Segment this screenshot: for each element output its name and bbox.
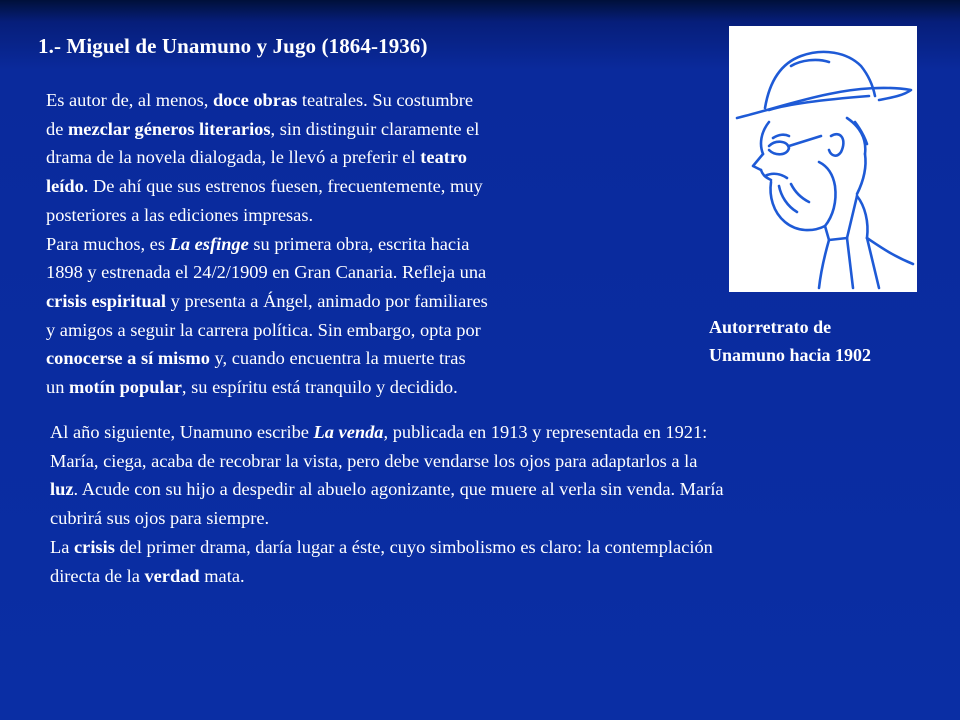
text-line: y amigos a seguir la carrera política. Sin embargo, opta por (46, 319, 481, 340)
self-portrait-image (729, 26, 917, 292)
text-line: posteriores a las ediciones impresas. (46, 204, 314, 225)
text-line: un motín popular, su espíritu está tranquilo y decidido. (46, 377, 458, 398)
text-line: cubrirá sus ojos para siempre. (50, 508, 270, 529)
text-line: directa de la verdad mata. (50, 565, 245, 586)
text-line: María, ciega, acaba de recobrar la vista, pero debe vendarse los ojos para adaptarlos a la (50, 450, 698, 471)
paragraph-venda (50, 418, 900, 590)
text-line: Al año siguiente, Unamuno escribe La venda, publicada en 1913 y representada en 1921: (50, 422, 708, 442)
text-line: Para muchos, es La esfinge su primera obra, escrita hacia (46, 233, 470, 254)
caption-line: Unamuno hacia 1902 (709, 345, 872, 365)
text-line: de mezclar géneros literarios, sin distinguir claramente el (46, 118, 480, 139)
text-line: leído. De ahí que sus estrenos fuesen, frecuentemente, muy (46, 176, 483, 197)
text-line: crisis espiritual y presenta a Ángel, animado por familiares (46, 290, 488, 311)
text-line: luz. Acude con su hijo a despedir al abuelo agonizante, que muere al verla sin venda. María (50, 479, 724, 500)
self-portrait-sketch-icon (729, 26, 917, 292)
slide-title: 1.- Miguel de Unamuno y Jugo (1864-1936) (38, 34, 428, 58)
text-line: conocerse a sí mismo y, cuando encuentra la muerte tras (46, 348, 466, 369)
caption-line: Autorretrato de (709, 317, 832, 337)
text-line: La crisis del primer drama, daría lugar a éste, cuyo simbolismo es claro: la contemplación (50, 536, 713, 557)
text-line: drama de la novela dialogada, le llevó a preferir el teatro (46, 147, 467, 168)
text-line: Es autor de, al menos, doce obras teatrales. Su costumbre (46, 90, 473, 110)
paragraph-esfinge (46, 86, 621, 402)
portrait-caption (709, 313, 871, 369)
text-line: 1898 y estrenada el 24/2/1909 en Gran Canaria. Refleja una (46, 262, 487, 283)
